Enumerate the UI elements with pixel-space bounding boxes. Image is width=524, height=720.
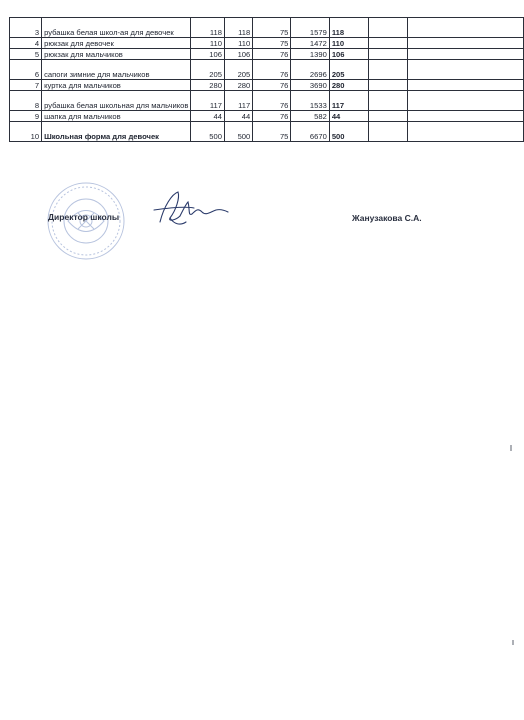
value-cell: 75 — [253, 18, 291, 38]
table-row — [10, 60, 524, 80]
value-cell: 76 — [253, 60, 291, 80]
amount-cell: 1533 — [291, 91, 329, 111]
empty-cell — [408, 49, 524, 60]
row-number-cell: 9 — [10, 111, 42, 122]
amount-cell: 1472 — [291, 38, 329, 49]
quantity-cell: 44 — [224, 111, 252, 122]
quantity-cell: 118 — [224, 18, 252, 38]
row-number-cell: 7 — [10, 80, 42, 91]
value-cell: 75 — [253, 122, 291, 142]
row-number-cell: 5 — [10, 49, 42, 60]
table-row — [10, 91, 524, 111]
empty-cell — [369, 49, 408, 60]
quantity-cell: 117 — [224, 91, 252, 111]
item-name-cell: рубашка белая школьная для мальчиков — [42, 91, 191, 111]
item-name-cell: Школьная форма для девочек — [42, 122, 191, 142]
director-title: Директор школы — [48, 212, 120, 222]
quantity-cell: 106 — [191, 49, 225, 60]
empty-cell — [369, 122, 408, 142]
quantity-cell: 280 — [224, 80, 252, 91]
amount-cell: 1390 — [291, 49, 329, 60]
quantity-cell: 110 — [224, 38, 252, 49]
total-cell: 205 — [329, 60, 369, 80]
empty-cell — [408, 18, 524, 38]
table-row — [10, 18, 524, 38]
item-name-cell: шапка для мальчиков — [42, 111, 191, 122]
quantity-cell: 500 — [224, 122, 252, 142]
amount-cell: 582 — [291, 111, 329, 122]
total-cell: 117 — [329, 91, 369, 111]
empty-cell — [408, 111, 524, 122]
quantity-cell: 205 — [191, 60, 225, 80]
table-row — [10, 80, 524, 91]
table-row — [10, 111, 524, 122]
quantity-cell: 110 — [191, 38, 225, 49]
scan-mark — [512, 640, 514, 645]
quantity-cell: 44 — [191, 111, 225, 122]
total-cell: 110 — [329, 38, 369, 49]
value-cell: 76 — [253, 111, 291, 122]
total-cell: 106 — [329, 49, 369, 60]
empty-cell — [369, 91, 408, 111]
empty-cell — [408, 122, 524, 142]
amount-cell: 3690 — [291, 80, 329, 91]
row-number-cell: 6 — [10, 60, 42, 80]
value-cell: 76 — [253, 80, 291, 91]
row-number-cell: 4 — [10, 38, 42, 49]
table-row — [10, 122, 524, 142]
value-cell: 76 — [253, 91, 291, 111]
total-cell: 118 — [329, 18, 369, 38]
item-name-cell: рубашка белая школ-ая для девочек — [42, 18, 191, 38]
item-name-cell: рюкзак для мальчиков — [42, 49, 191, 60]
amount-cell: 6670 — [291, 122, 329, 142]
row-number-cell: 8 — [10, 91, 42, 111]
total-cell: 500 — [329, 122, 369, 142]
handwritten-signature — [150, 188, 230, 232]
value-cell: 75 — [253, 38, 291, 49]
row-number-cell: 10 — [10, 122, 42, 142]
table-row — [10, 49, 524, 60]
empty-cell — [408, 60, 524, 80]
quantity-cell: 117 — [191, 91, 225, 111]
empty-cell — [369, 111, 408, 122]
quantity-cell: 205 — [224, 60, 252, 80]
total-cell: 44 — [329, 111, 369, 122]
scan-mark — [510, 445, 512, 451]
empty-cell — [369, 60, 408, 80]
item-name-cell: сапоги зимние для мальчиков — [42, 60, 191, 80]
total-cell: 280 — [329, 80, 369, 91]
amount-cell: 2696 — [291, 60, 329, 80]
quantity-cell: 280 — [191, 80, 225, 91]
empty-cell — [369, 80, 408, 91]
table-row — [10, 38, 524, 49]
empty-cell — [369, 38, 408, 49]
empty-cell — [369, 18, 408, 38]
quantity-cell: 500 — [191, 122, 225, 142]
item-name-cell: куртка для мальчиков — [42, 80, 191, 91]
quantity-cell: 118 — [191, 18, 225, 38]
amount-cell: 1579 — [291, 18, 329, 38]
empty-cell — [408, 38, 524, 49]
quantity-cell: 106 — [224, 49, 252, 60]
row-number-cell: 3 — [10, 18, 42, 38]
empty-cell — [408, 91, 524, 111]
item-name-cell: рюкзак для девочек — [42, 38, 191, 49]
director-name: Жанузакова С.А. — [352, 213, 422, 223]
value-cell: 76 — [253, 49, 291, 60]
empty-cell — [408, 80, 524, 91]
goods-table — [9, 17, 524, 142]
